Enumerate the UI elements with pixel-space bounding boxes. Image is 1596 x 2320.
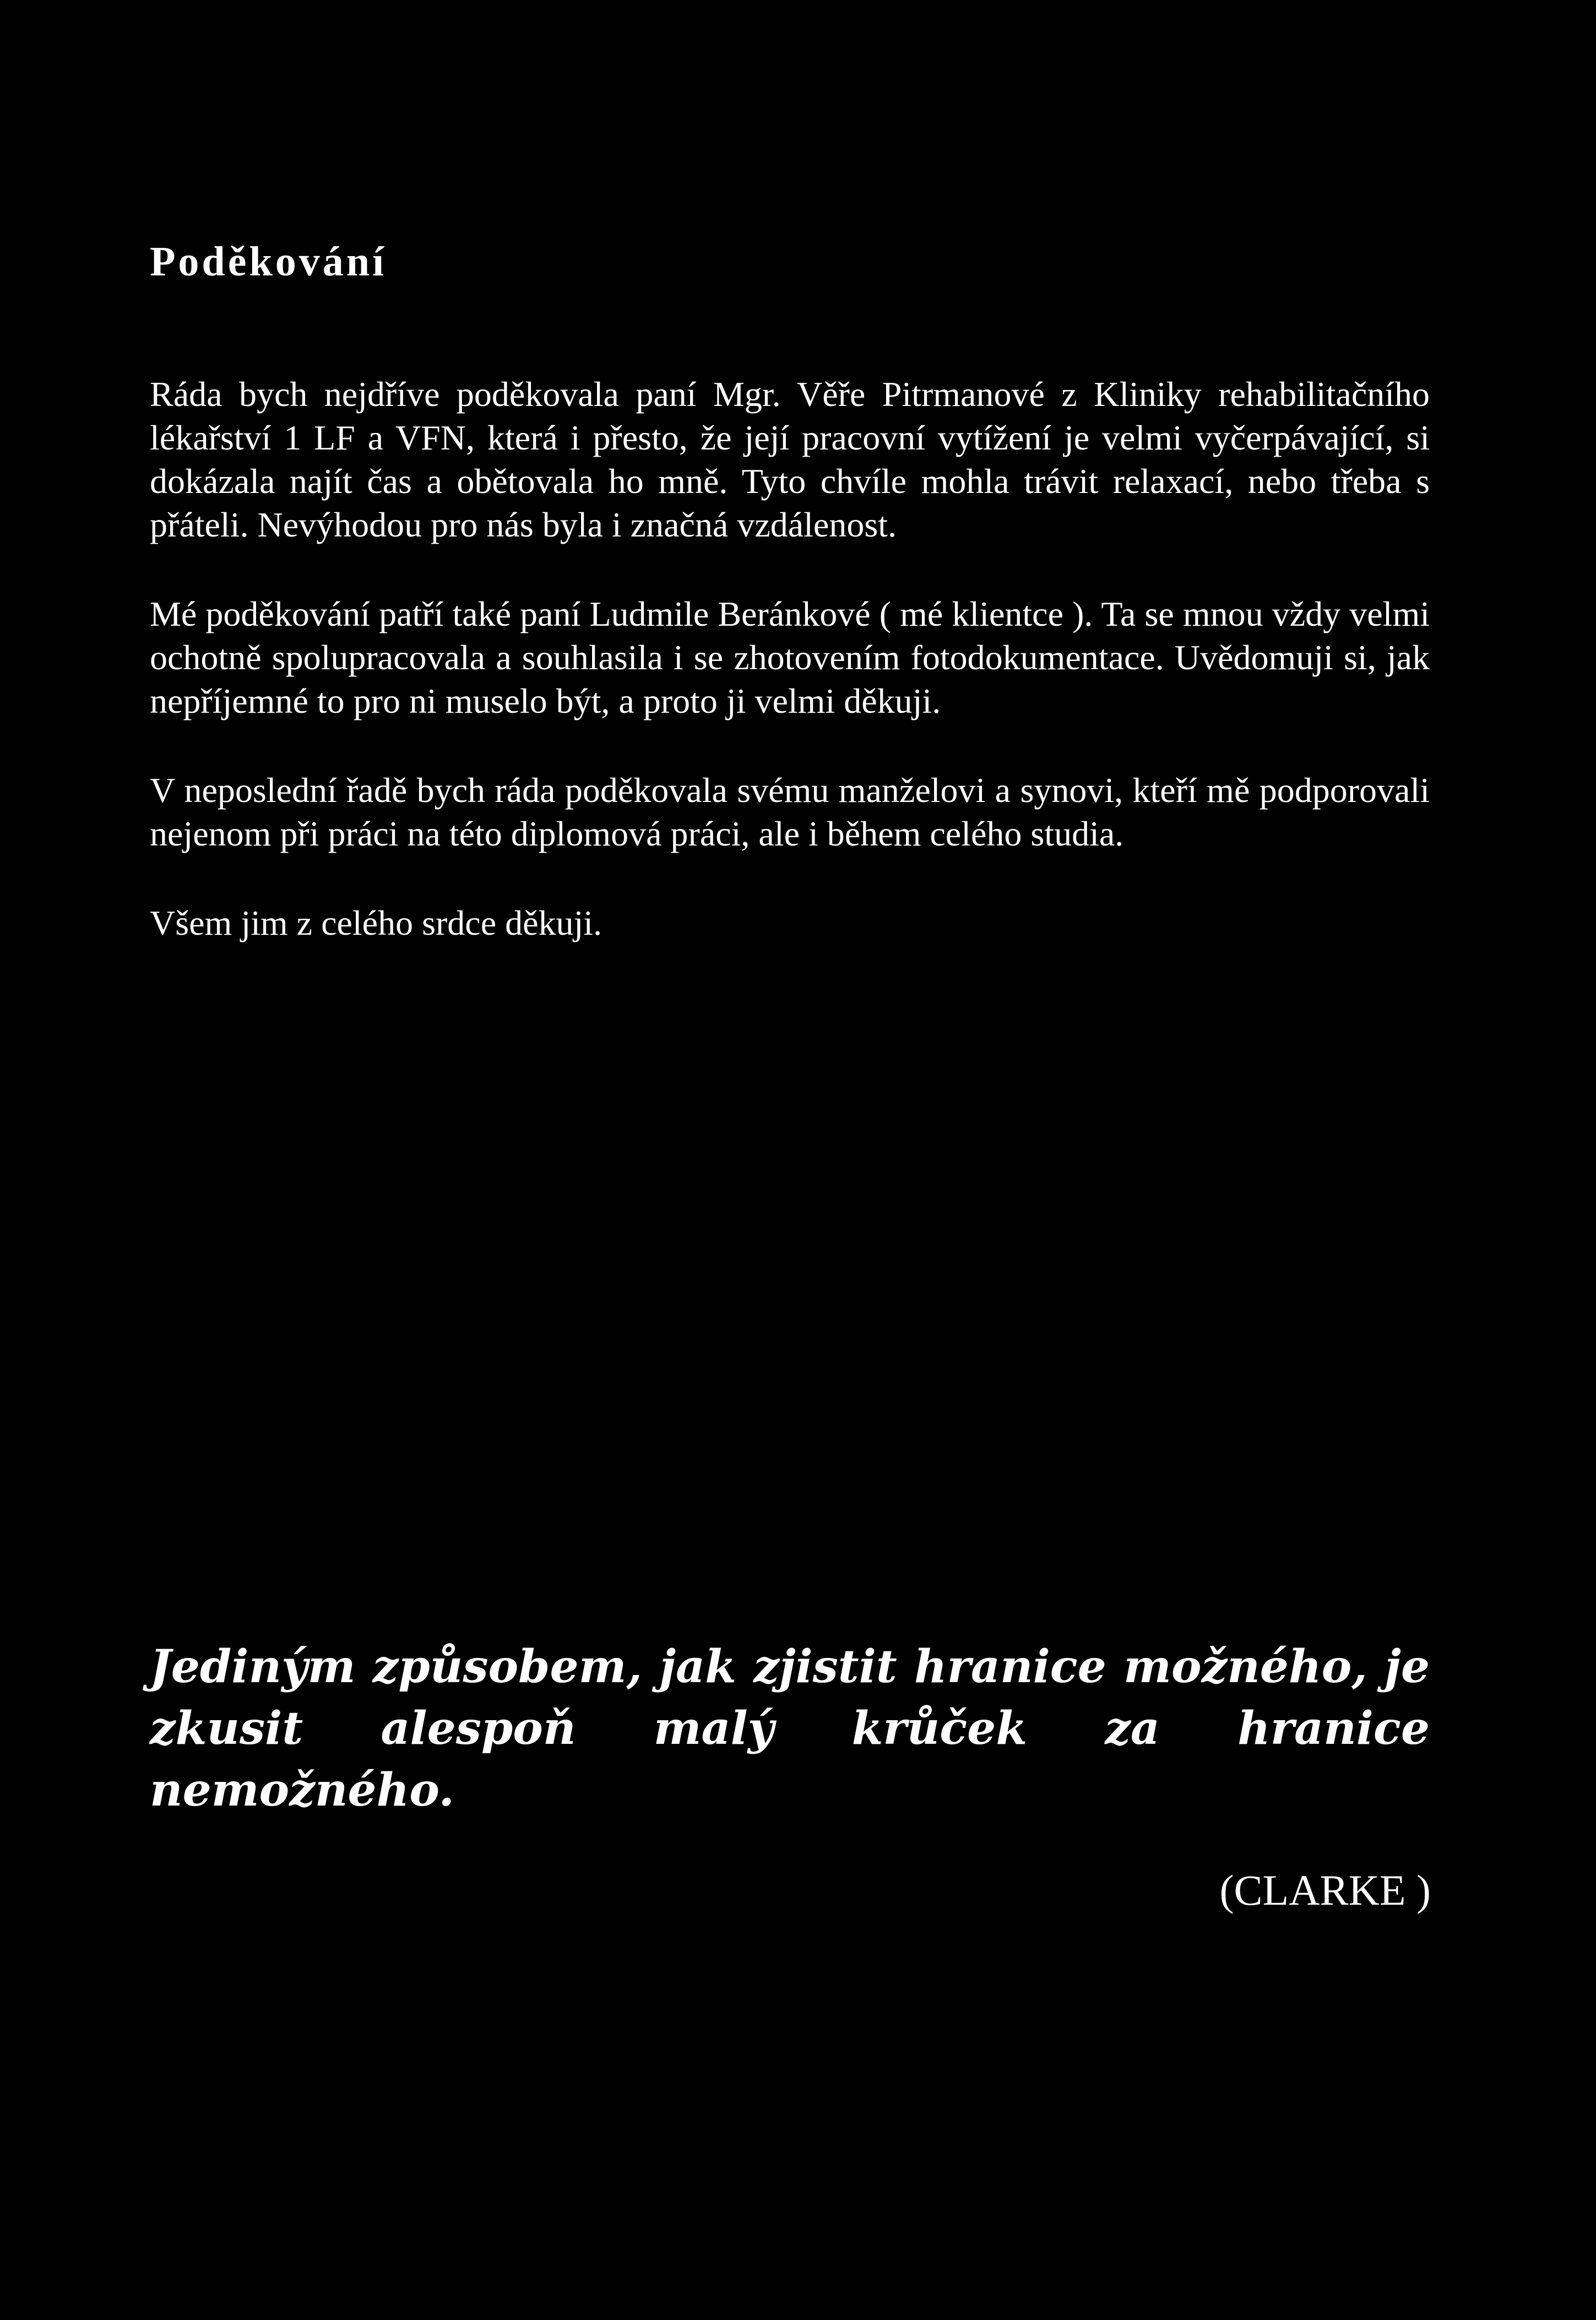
page-title: Poděkování xyxy=(150,238,387,285)
paragraph-family-thanks: V neposlední řadě bych ráda poděkovala svému manželovi a synovi, kteří mě podporovali nejenom při práci na této diplomová práci, ale i během celého studia. xyxy=(150,771,1430,854)
quote-block xyxy=(150,1636,1430,1821)
paragraph-client-thanks: Mé poděkování patří také paní Ludmile Beránkové ( mé klientce ). Ta se mnou vždy velmi ochotně spolupracovala a souhlasila i se zhotovením fotodokumentace. Uvědomuji si, jak nepříjemné to pro ni muselo být, a proto ji velmi děkuji. xyxy=(150,594,1430,721)
acknowledgements-section xyxy=(150,237,1430,945)
quote-text: Jediným způsobem, jak zjistit hranice možného, je zkusit alespoň malý krůček za hranice nemožného. xyxy=(150,1640,1430,1817)
paragraph-supervisor-thanks: Ráda bych nejdříve poděkovala paní Mgr. Věře Pitrmanové z Kliniky rehabilitačního lékařství 1 LF a VFN, která i přesto, že její pracovní vytížení je velmi vyčerpávající, si dokázala najít čas a obětovala ho mně. Tyto chvíle mohla trávit relaxací, nebo třeba s přáteli. Nevýhodou pro nás byla i značná vzdálenost. xyxy=(150,375,1430,545)
paragraph-closing-thanks: Všem jim z celého srdce děkuji. xyxy=(150,903,602,943)
quote-author: (CLARKE ) xyxy=(1219,1866,1431,1914)
